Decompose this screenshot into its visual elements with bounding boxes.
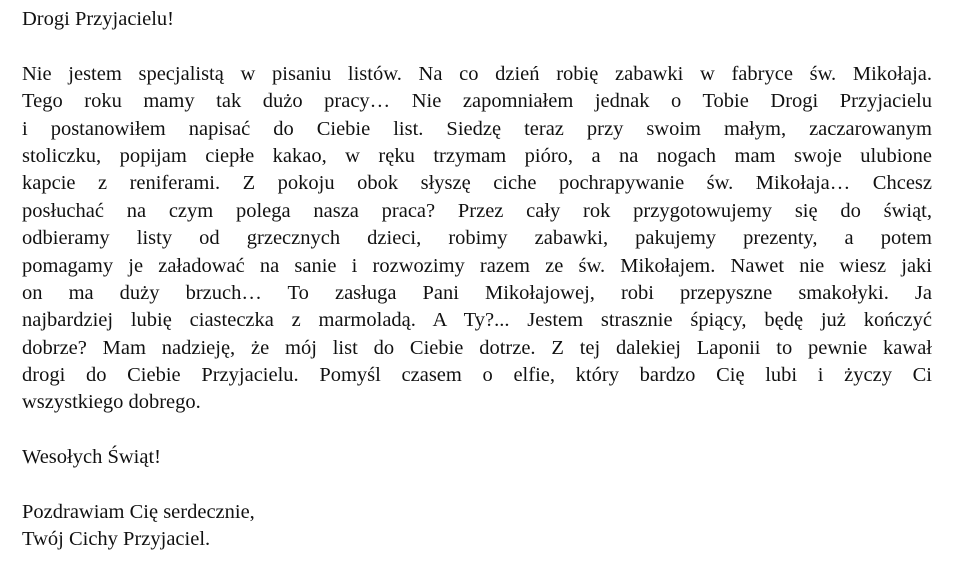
paragraph-gap bbox=[22, 472, 932, 499]
paragraph-gap bbox=[22, 33, 932, 60]
signature: Twój Cichy Przyjaciel. bbox=[22, 528, 211, 551]
body-line: dobrze? Mam nadzieję, że mój list do Ciebie dotrze. Z tej dalekiej Laponii to pewnie kawał bbox=[22, 336, 932, 359]
body-line: on ma duży brzuch… To zasługa Pani Mikołajowej, robi przepyszne smakołyki. Ja bbox=[22, 281, 932, 304]
body-line: posłuchać na czym polega nasza praca? Przez cały rok przygotowujemy się do świąt, bbox=[22, 199, 932, 222]
body-line: Nie jestem specjalistą w pisaniu listów. Na co dzień robię zabawki w fabryce św. Mikołaja. bbox=[22, 62, 932, 85]
letter-body-paragraph bbox=[22, 61, 932, 417]
body-line: najbardziej lubię ciasteczka z marmoladą. A Ty?... Jestem strasznie śpiący, będę już kończyć bbox=[22, 309, 932, 332]
closing-greeting: Pozdrawiam Cię serdecznie, bbox=[22, 501, 255, 524]
body-line: i postanowiłem napisać do Ciebie list. Siedzę teraz przy swoim małym, zaczarowanym bbox=[22, 117, 932, 140]
holiday-wishes: Wesołych Świąt! bbox=[22, 446, 161, 469]
body-line: pomagamy je załadować na sanie i rozwozimy razem ze św. Mikołajem. Nawet nie wiesz jaki bbox=[22, 254, 932, 277]
body-line: wszystkiego dobrego. bbox=[22, 391, 201, 414]
paragraph-gap bbox=[22, 417, 932, 444]
salutation: Drogi Przyjacielu! bbox=[22, 8, 174, 30]
body-line: drogi do Ciebie Przyjacielu. Pomyśl czasem o elfie, który bardzo Cię lubi i życzy Ci bbox=[22, 364, 932, 387]
body-line: stoliczku, popijam ciepłe kakao, w ręku trzymam pióro, a na nogach mam swoje ulubione bbox=[22, 144, 932, 167]
letter-document bbox=[22, 6, 932, 554]
body-line: kapcie z reniferami. Z pokoju obok słyszę ciche pochrapywanie św. Mikołaja… Chcesz bbox=[22, 172, 932, 195]
body-line: Tego roku mamy tak dużo pracy… Nie zapomniałem jednak o Tobie Drogi Przyjacielu bbox=[22, 90, 932, 113]
body-line: odbieramy listy od grzecznych dzieci, robimy zabawki, pakujemy prezenty, a potem bbox=[22, 227, 932, 250]
